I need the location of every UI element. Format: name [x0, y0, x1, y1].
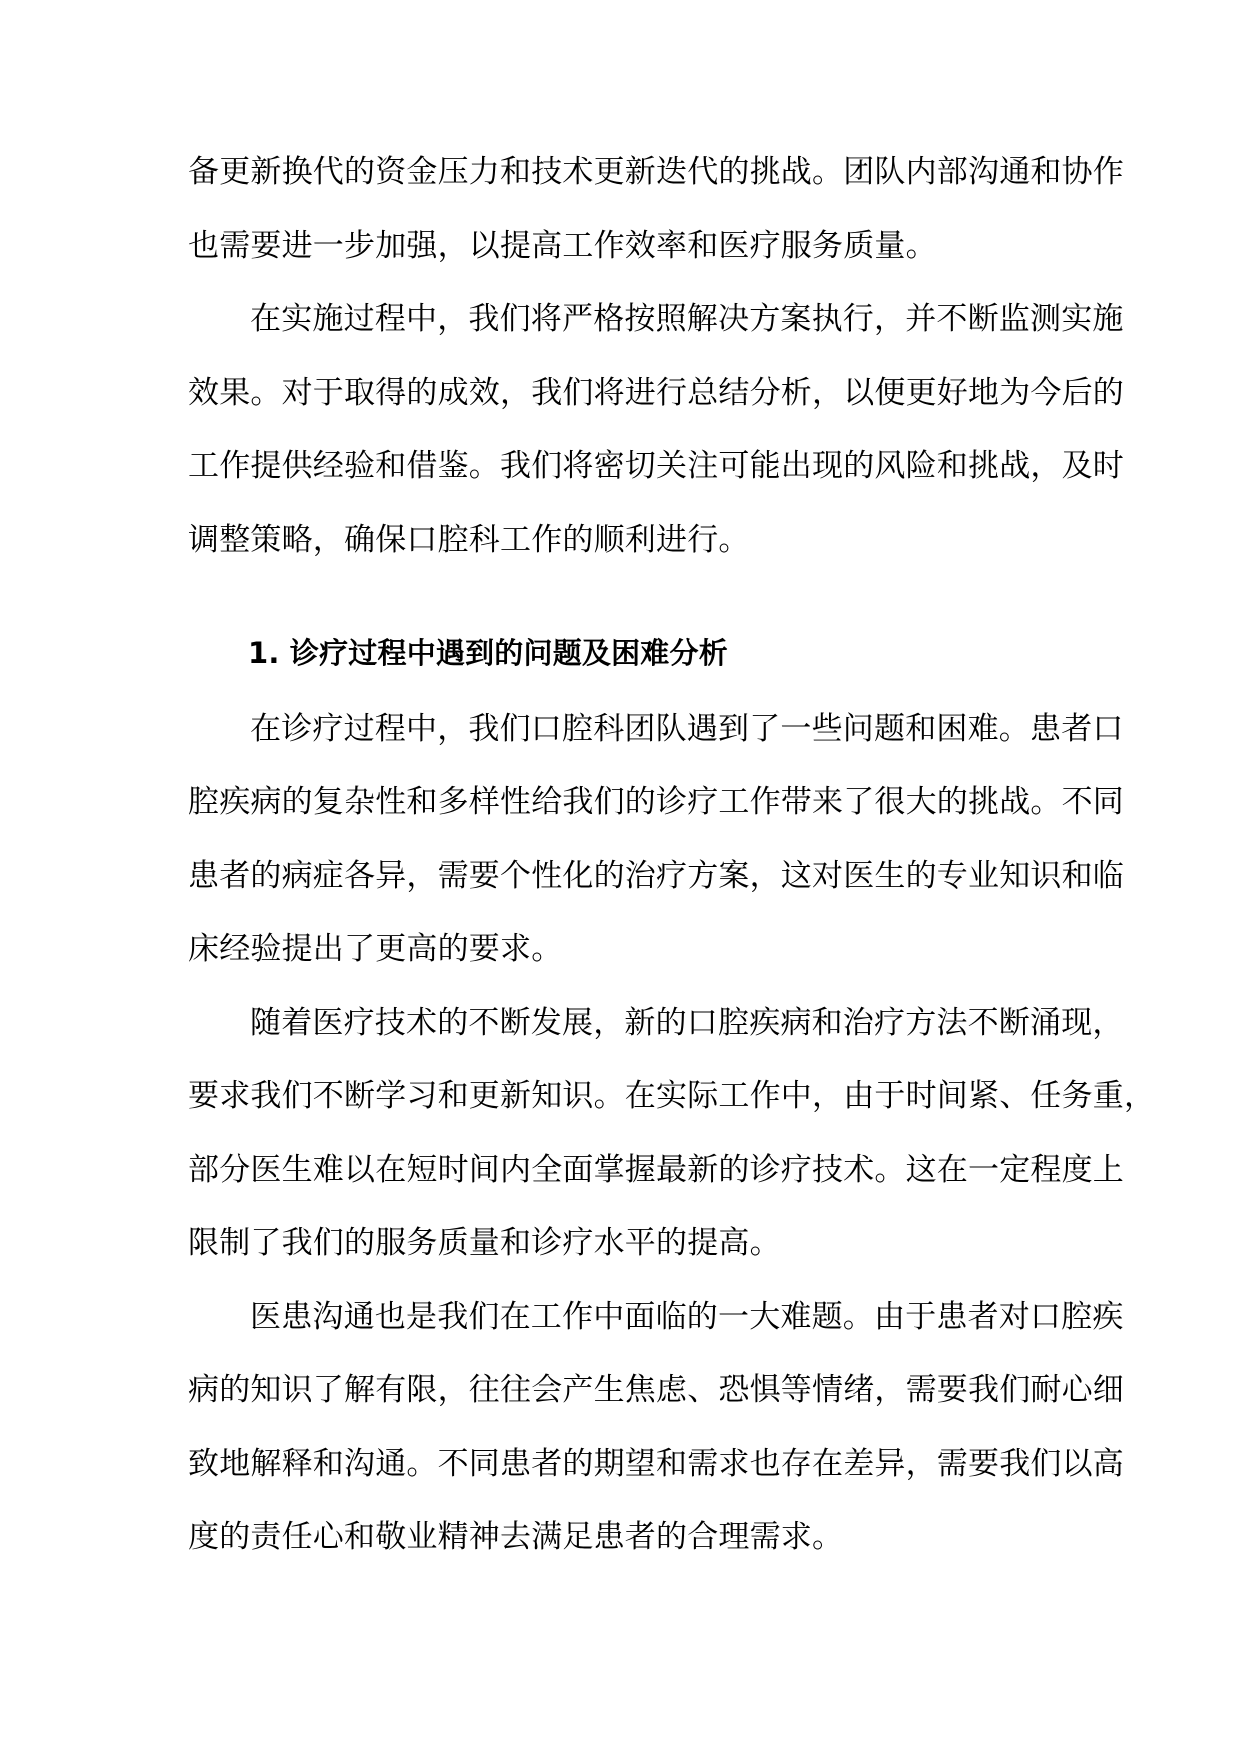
- text-line: 床经验提出了更高的要求。: [188, 931, 563, 967]
- document-body: [188, 136, 1156, 1575]
- section-heading: 1. 诊疗过程中遇到的问题及困难分析: [248, 636, 728, 670]
- text-line: 效果。对于取得的成效，我们将进行总结分析，以便更好地为今后的: [188, 374, 1124, 411]
- paragraph: [188, 283, 1124, 577]
- text-line: 病的知识了解有限，往往会产生焦虑、恐惧等情绪，需要我们耐心细: [188, 1372, 1124, 1408]
- text-line: 在诊疗过程中，我们口腔科团队遇到了一些问题和困难。患者口: [250, 710, 1124, 747]
- text-line: 在实施过程中，我们将严格按照解决方案执行，并不断监测实施: [250, 301, 1124, 337]
- text-line: 度的责任心和敬业精神去满足患者的合理需求。: [188, 1519, 844, 1555]
- text-line: 也需要进一步加强，以提高工作效率和医疗服务质量。: [188, 227, 937, 264]
- text-line: 备更新换代的资金压力和技术更新迭代的挑战。团队内部沟通和协作: [188, 154, 1124, 190]
- text-line: 随着医疗技术的不断发展，新的口腔疾病和治疗方法不断涌现，: [250, 1004, 1124, 1041]
- text-line: 腔疾病的复杂性和多样性给我们的诊疗工作带来了很大的挑战。不同: [188, 784, 1124, 820]
- text-line: 要求我们不断学习和更新知识。在实际工作中，由于时间紧、任务重，: [188, 1078, 1156, 1114]
- paragraph: [188, 1281, 1124, 1575]
- text-line: 工作提供经验和借鉴。我们将密切关注可能出现的风险和挑战，及时: [188, 448, 1124, 484]
- paragraph: [188, 693, 1124, 987]
- paragraph: [188, 136, 1124, 283]
- text-line: 患者的病症各异，需要个性化的治疗方案，这对医生的专业知识和临: [188, 857, 1124, 894]
- paragraph: [188, 987, 1156, 1281]
- text-line: 部分医生难以在短时间内全面掌握最新的诊疗技术。这在一定程度上: [188, 1151, 1124, 1188]
- text-line: 调整策略，确保口腔科工作的顺利进行。: [188, 521, 750, 558]
- text-line: 医患沟通也是我们在工作中面临的一大难题。由于患者对口腔疾: [250, 1298, 1124, 1335]
- text-line: 限制了我们的服务质量和诊疗水平的提高。: [188, 1225, 781, 1261]
- text-line: 致地解释和沟通。不同患者的期望和需求也存在差异，需要我们以高: [188, 1445, 1124, 1482]
